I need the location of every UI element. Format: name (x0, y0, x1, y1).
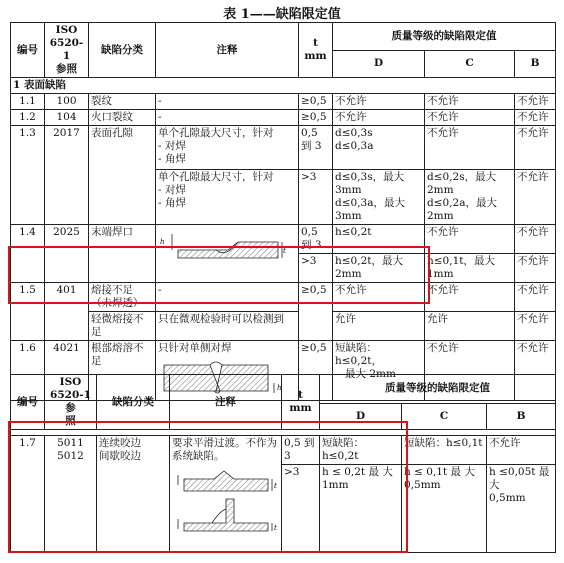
table-row: 1.2 104 火口裂纹 - ≥0,5 不允许 不允许 不允许 (11, 110, 556, 126)
svg-text:h: h (277, 384, 282, 392)
crater-figure-cell (156, 225, 299, 283)
table-row: >3 h≤0,2t，最大 2mm h≤0,1t，最大 1mm 不允许 (11, 254, 556, 283)
table-title: 表 1——缺陷限定值 (223, 7, 341, 22)
defect-table-1 (10, 22, 556, 401)
table-row: 1.4 2025 末端焊口 h t 0,5 到 3 h≤0,2t 不允许 不允许 (11, 225, 556, 254)
header2-num: 编号 (11, 375, 45, 430)
table-row: 单个孔隙最大尺寸，针对 - 对焊 - 角焊 >3 d≤0,3s，最大 3mm d≤0,3a，最大 3mm d≤0,2s，最大 2mm d≤0,2a，最大 2mm 不允许 (11, 170, 556, 225)
defect-table-2 (10, 374, 556, 553)
undercut-figure (172, 465, 278, 543)
header2-iso: ISO 6520-1 参 照 (45, 375, 97, 430)
header2-note: 注释 (170, 375, 282, 430)
header-num: 编号 (11, 23, 45, 78)
header-category: 缺陷分类 (89, 23, 156, 78)
svg-text:t: t (283, 247, 286, 255)
undercut-figure-cell: 要求平滑过渡。不作为 系统缺陷。 t t (170, 436, 282, 553)
header-D: D (333, 50, 425, 78)
svg-text:h: h (160, 238, 165, 246)
table-row: 1.3 2017 表面孔隙 单个孔隙最大尺寸，针对 - 对焊 - 角焊 0,5 到 3 d≤0,3s d≤0,3a 不允许 不允许 (11, 126, 556, 170)
table-row: 1.5 401 熔接不足（未焊透） - ≥0,5 不允许 不允许 不允许 (11, 283, 556, 312)
header2-category: 缺陷分类 (97, 375, 170, 430)
header2-C: C (402, 403, 487, 429)
table-row: 1.1 100 裂纹 - ≥0,5 不允许 不允许 不允许 (11, 94, 556, 110)
header2-B: B (487, 403, 556, 429)
table-row: 1.6 4021 根部熔溶不足 只针对单侧对焊 h ≥0,5 短缺陷：h≤0,2t， 最大 2mm 不允许 不允许 (11, 341, 556, 401)
svg-text:t: t (274, 482, 277, 490)
root-figure-cell: 只针对单侧对焊 h (156, 341, 299, 401)
crater-figure (158, 228, 288, 264)
header-t: t mm (299, 23, 333, 78)
header-limit: 质量等级的缺陷限定值 (333, 23, 556, 51)
header2-D: D (320, 403, 402, 429)
header-note: 注释 (156, 23, 299, 78)
table-row: 轻微熔接不足 只在微观检验时可以检测到 允许 允许 不允许 (11, 312, 556, 341)
table-row: >3 h ≤ 0,2t 最 大 1mm h ≤ 0,1t 最 大 0,5mm h ≤0,05t 最大 0,5mm (11, 465, 556, 553)
header-C: C (425, 50, 515, 78)
svg-text:t: t (274, 524, 277, 532)
section-surface: 1 表面缺陷 (11, 78, 556, 94)
header-B: B (515, 50, 556, 78)
header-iso: ISO 6520-1 参照 (45, 23, 89, 78)
header2-t: t mm (282, 375, 320, 430)
table-row: 1.7 5011 5012 连续咬边 间歇咬边 要求平滑过渡。不作为 系统缺陷。 t t 0,5 到 3 短缺陷：h≤0,2t 短缺陷：h≤0,1t 不允许 (11, 436, 556, 465)
header2-limit: 质量等级的缺陷限定值 (320, 375, 556, 404)
